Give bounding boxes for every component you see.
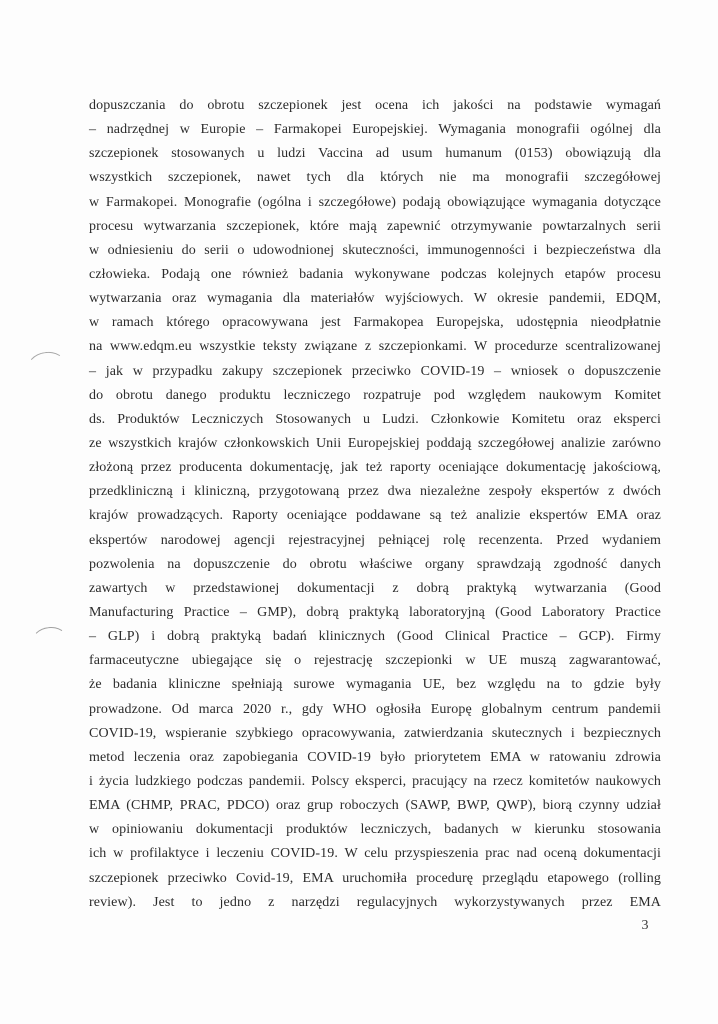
- text-line: człowieka. Podają one również badania wykonywane podczas kolejnych etapów procesu: [89, 266, 661, 282]
- page-number: 3: [641, 918, 649, 933]
- text-line: ds. Produktów Leczniczych Stosowanych u Ludzi. Członkowie Komitetu oraz eksperci: [89, 411, 661, 427]
- text-line: przedkliniczną i kliniczną, przygotowaną przez dwa niezależne zespoły ekspertów z dwóch: [89, 484, 661, 500]
- text-line: procesu wytwarzania szczepionek, które mają zapewnić otrzymywanie powtarzalnych serii: [89, 218, 661, 234]
- text-line: – GLP) i dobrą praktyką badań klinicznych (Good Clinical Practice – GCP). Firmy: [89, 629, 661, 645]
- text-line: w opiniowaniu dokumentacji produktów leczniczych, badanych w kierunku stosowania: [89, 822, 661, 838]
- text-line: farmaceutyczne ubiegające się o rejestrację szczepionki w UE muszą zagwarantować,: [89, 653, 661, 669]
- text-line: szczepionek stosowanych u ludzi Vaccina ad usum humanum (0153) obowiązują dla: [89, 146, 661, 162]
- text-line: review). Jest to jedno z narzędzi regulacyjnych wykorzystywanych przez EMA: [89, 894, 661, 910]
- text-line: na www.edqm.eu wszystkie teksty związane z szczepionkami. W procedurze scentralizowanej: [89, 339, 661, 355]
- text-line: ze wszystkich krajów członkowskich Unii Europejskiej poddają szczegółowej analizie zarówno: [89, 435, 661, 451]
- text-line: Manufacturing Practice – GMP), dobrą praktyką laboratoryjną (Good Laboratory Practice: [89, 604, 661, 620]
- text-line: w ramach którego opracowywana jest Farmakopea Europejska, udostępnia nieodpłatnie: [89, 315, 661, 331]
- scan-artifact-arc-bottom: [31, 625, 70, 657]
- text-line: do obrotu danego produktu leczniczego rozpatruje pod względem naukowym Komitet: [89, 387, 661, 403]
- body-text: [89, 94, 661, 915]
- text-line: pozwolenia na dopuszczenie do obrotu właściwe organy sprawdzają zgodność danych: [89, 556, 661, 572]
- text-line: szczepionek przeciwko Covid-19, EMA uruchomiła procedurę przeglądu etapowego (rolling: [89, 870, 661, 886]
- text-line: EMA (CHMP, PRAC, PDCO) oraz grup roboczych (SAWP, BWP, QWP), biorą czynny udział: [89, 798, 661, 814]
- text-line: że badania kliniczne spełniają surowe wymagania UE, bez względu na to gdzie były: [89, 677, 661, 693]
- text-line: i życia ludzkiego podczas pandemii. Polscy eksperci, pracujący na rzecz komitetów naukowych: [89, 773, 661, 789]
- text-line: prowadzone. Od marca 2020 r., gdy WHO ogłosiła Europę globalnym centrum pandemii: [89, 701, 661, 717]
- text-line: dopuszczania do obrotu szczepionek jest ocena ich jakości na podstawie wymagań: [89, 98, 661, 113]
- text-line: – nadrzędnej w Europie – Farmakopei Europejskiej. Wymagania monografii ogólnej dla: [89, 122, 661, 138]
- text-line: zawartych w przedstawionej dokumentacji z dobrą praktyką wytwarzania (Good: [89, 580, 661, 596]
- text-line: w odniesieniu do serii o udowodnionej skuteczności, immunogenności i bezpieczeństwa dla: [89, 242, 661, 258]
- text-line: COVID-19, wspieranie szybkiego opracowywania, zatwierdzania skutecznych i bezpiecznych: [89, 725, 661, 741]
- text-line: ich w profilaktyce i leczeniu COVID-19. W celu przyspieszenia prac nad oceną dokumentacji: [89, 846, 661, 862]
- text-line: metod leczenia oraz zapobiegania COVID-19 było priorytetem EMA w ratowaniu zdrowia: [89, 749, 661, 765]
- text-line: krajów prowadzących. Raporty oceniające poddawane są też analizie ekspertów EMA oraz: [89, 508, 661, 524]
- text-line: wytwarzania oraz wymagania dla materiałów wyjściowych. W okresie pandemii, EDQM,: [89, 291, 661, 307]
- text-line: wszystkich szczepionek, nawet tych dla których nie ma monografii szczegółowej: [89, 170, 661, 186]
- scan-artifact-arc-top: [25, 349, 69, 386]
- text-line: ekspertów narodowej agencji rejestracyjnej pełniącej rolę recenzenta. Przed wydaniem: [89, 532, 661, 548]
- text-line: – jak w przypadku zakupy szczepionek przeciwko COVID-19 – wniosek o dopuszczenie: [89, 363, 661, 379]
- text-line: w Farmakopei. Monografie (ogólna i szczegółowe) podają obowiązujące wymagania dotyczące: [89, 194, 661, 210]
- text-line: złożoną przez producenta dokumentację, jak też raporty oceniające dokumentację jakościową,: [89, 460, 661, 476]
